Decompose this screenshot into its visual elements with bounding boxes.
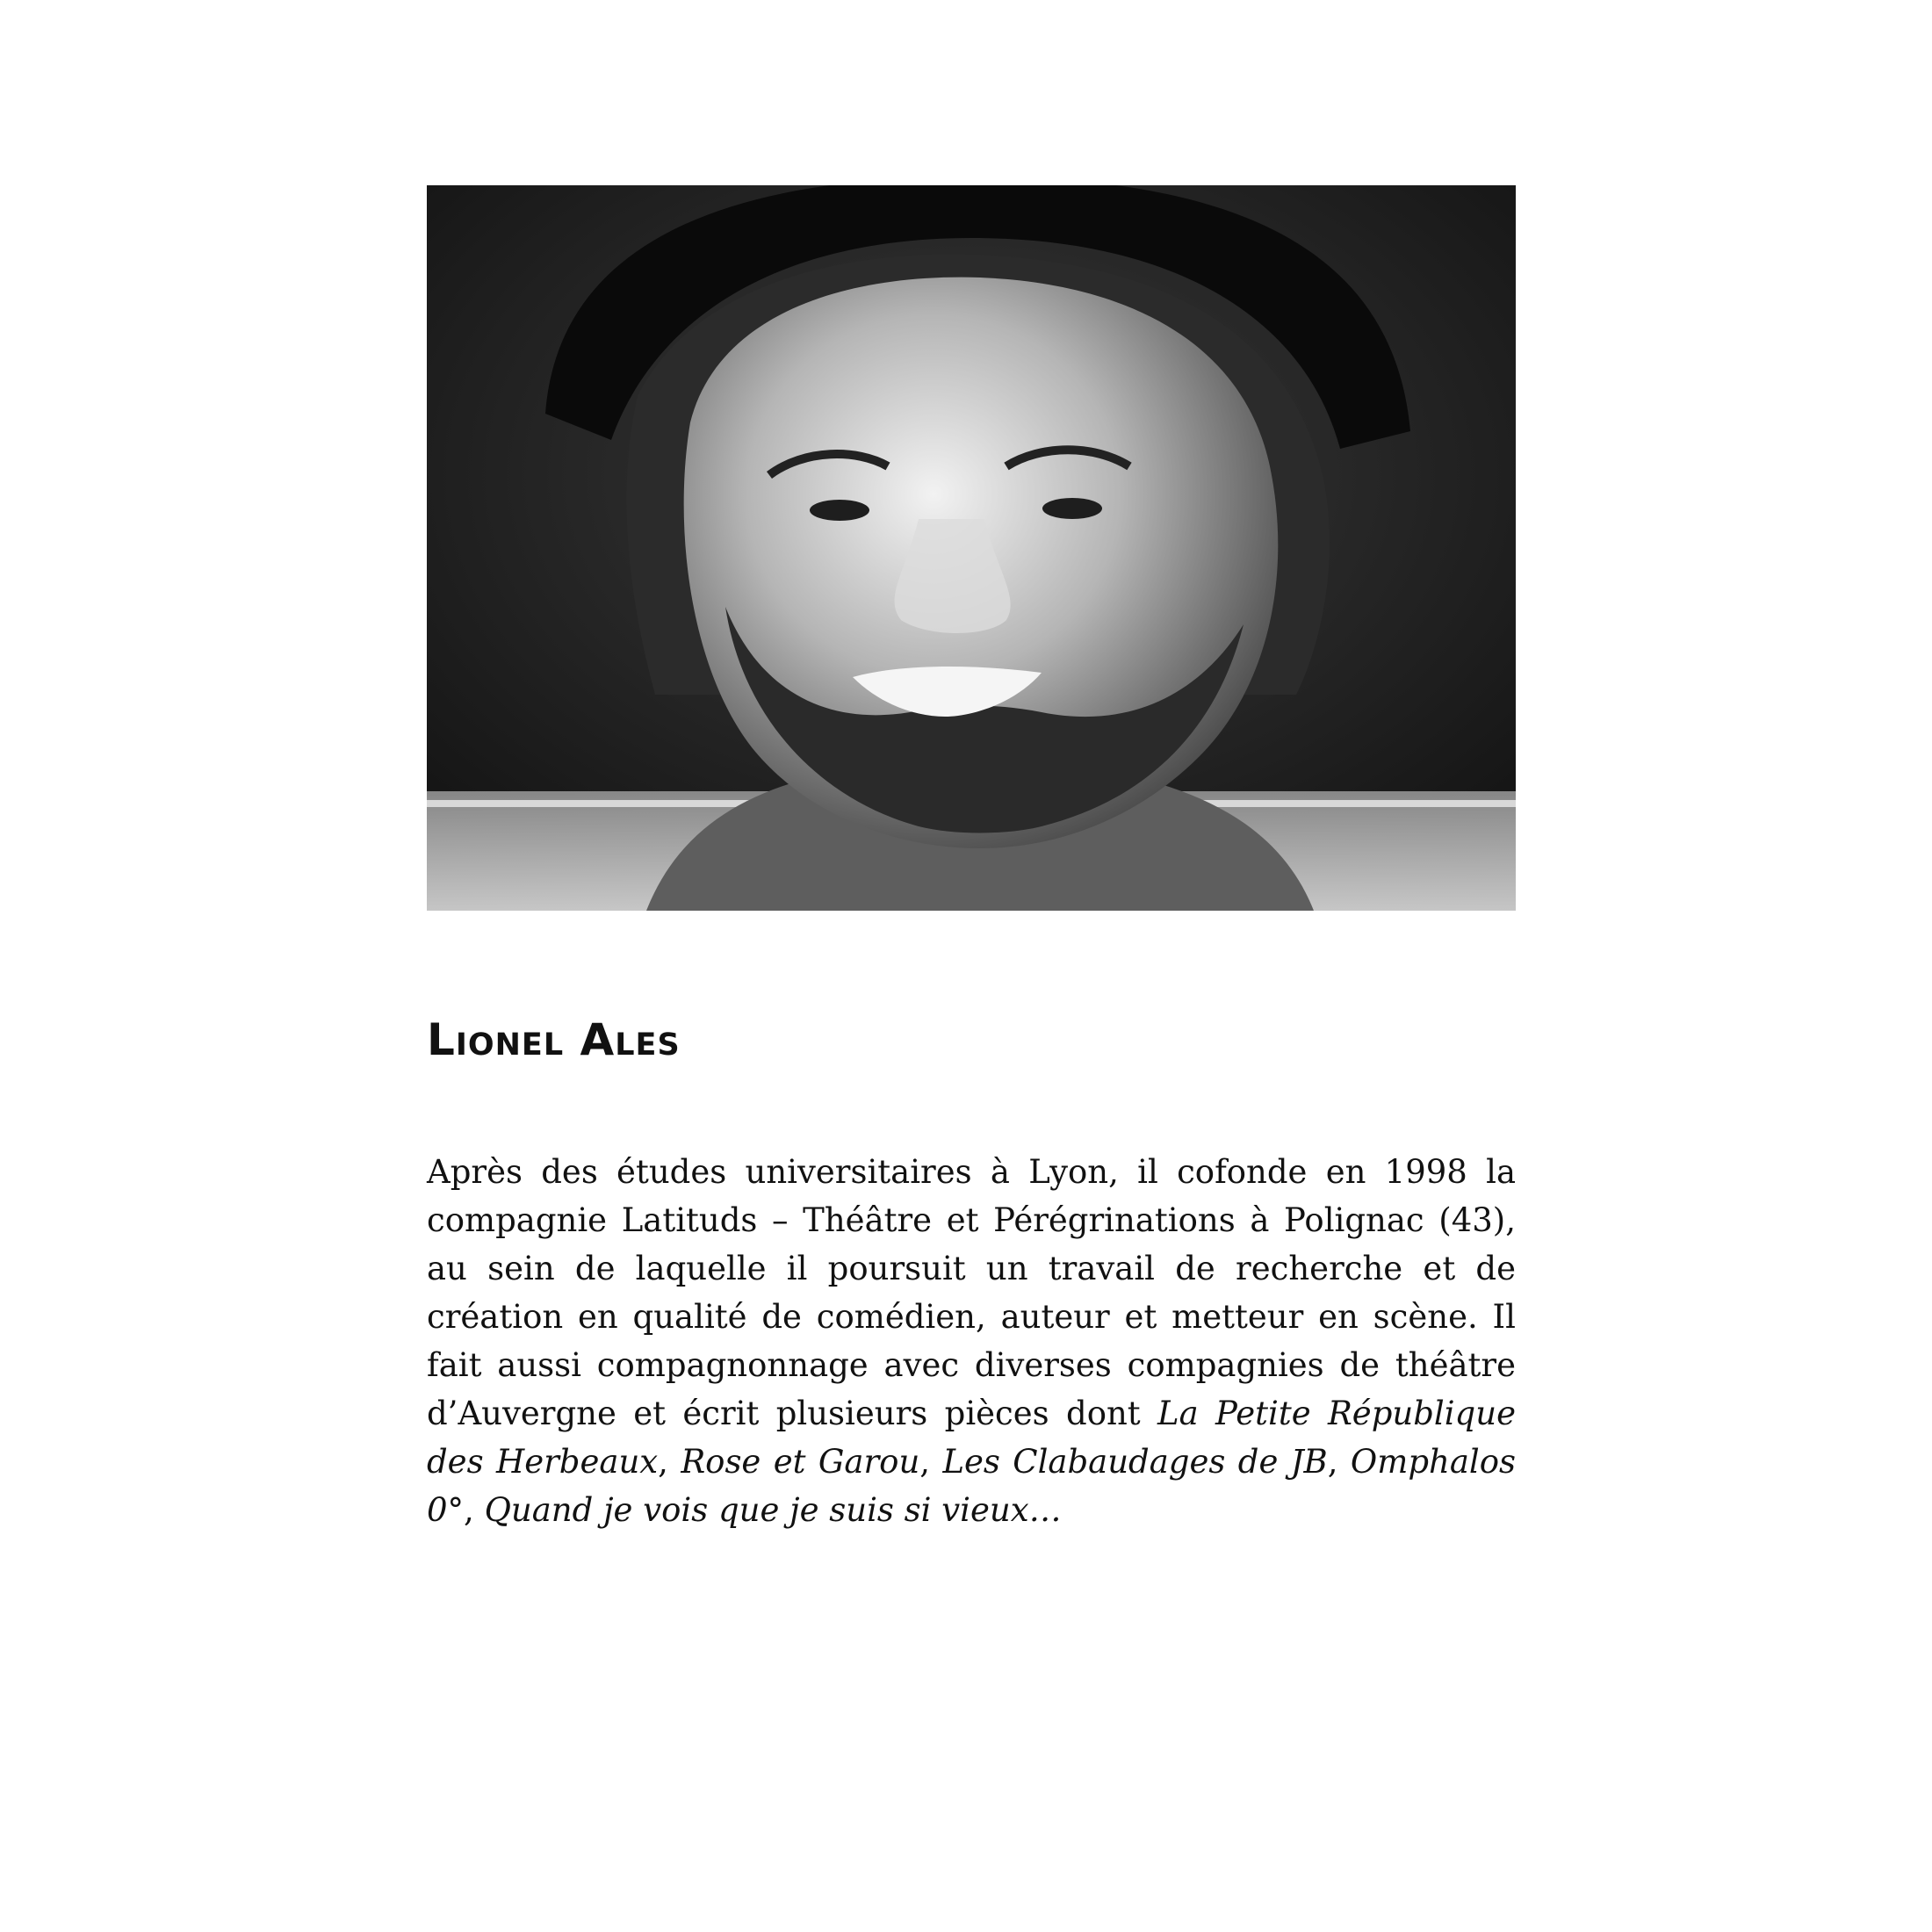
work-title: Quand je vois que je suis si vieux… [484,1491,1062,1529]
author-biography [427,1148,1516,1534]
bio-text: Après des études universitaires à Lyon, il cofonde en 1998 la compagnie Latituds – Théâtre et Pérégrinations à Polignac (43), au sein de laquelle il poursuit un travail de recherche et de création en qualité de comédien, auteur et metteur en scène. Il fait aussi compagnonnage avec diverses compagnies de théâtre d’Auvergne et écrit plusieurs pièces dont [427,1153,1516,1432]
work-title: Rose et Garou [681,1443,920,1481]
work-title: La Petite République des Herbeaux [427,1395,1516,1481]
work-separator: , [658,1443,681,1481]
work-title: Les Clabaudages de JB [942,1443,1328,1481]
author-portrait-photo [427,185,1516,911]
work-separator: , [919,1443,943,1481]
work-separator: , [464,1491,485,1529]
author-name: Lionel Ales [427,1014,681,1065]
portrait-illustration [427,185,1516,911]
work-title: Omphalos 0° [427,1443,1516,1529]
work-separator: , [1327,1443,1351,1481]
